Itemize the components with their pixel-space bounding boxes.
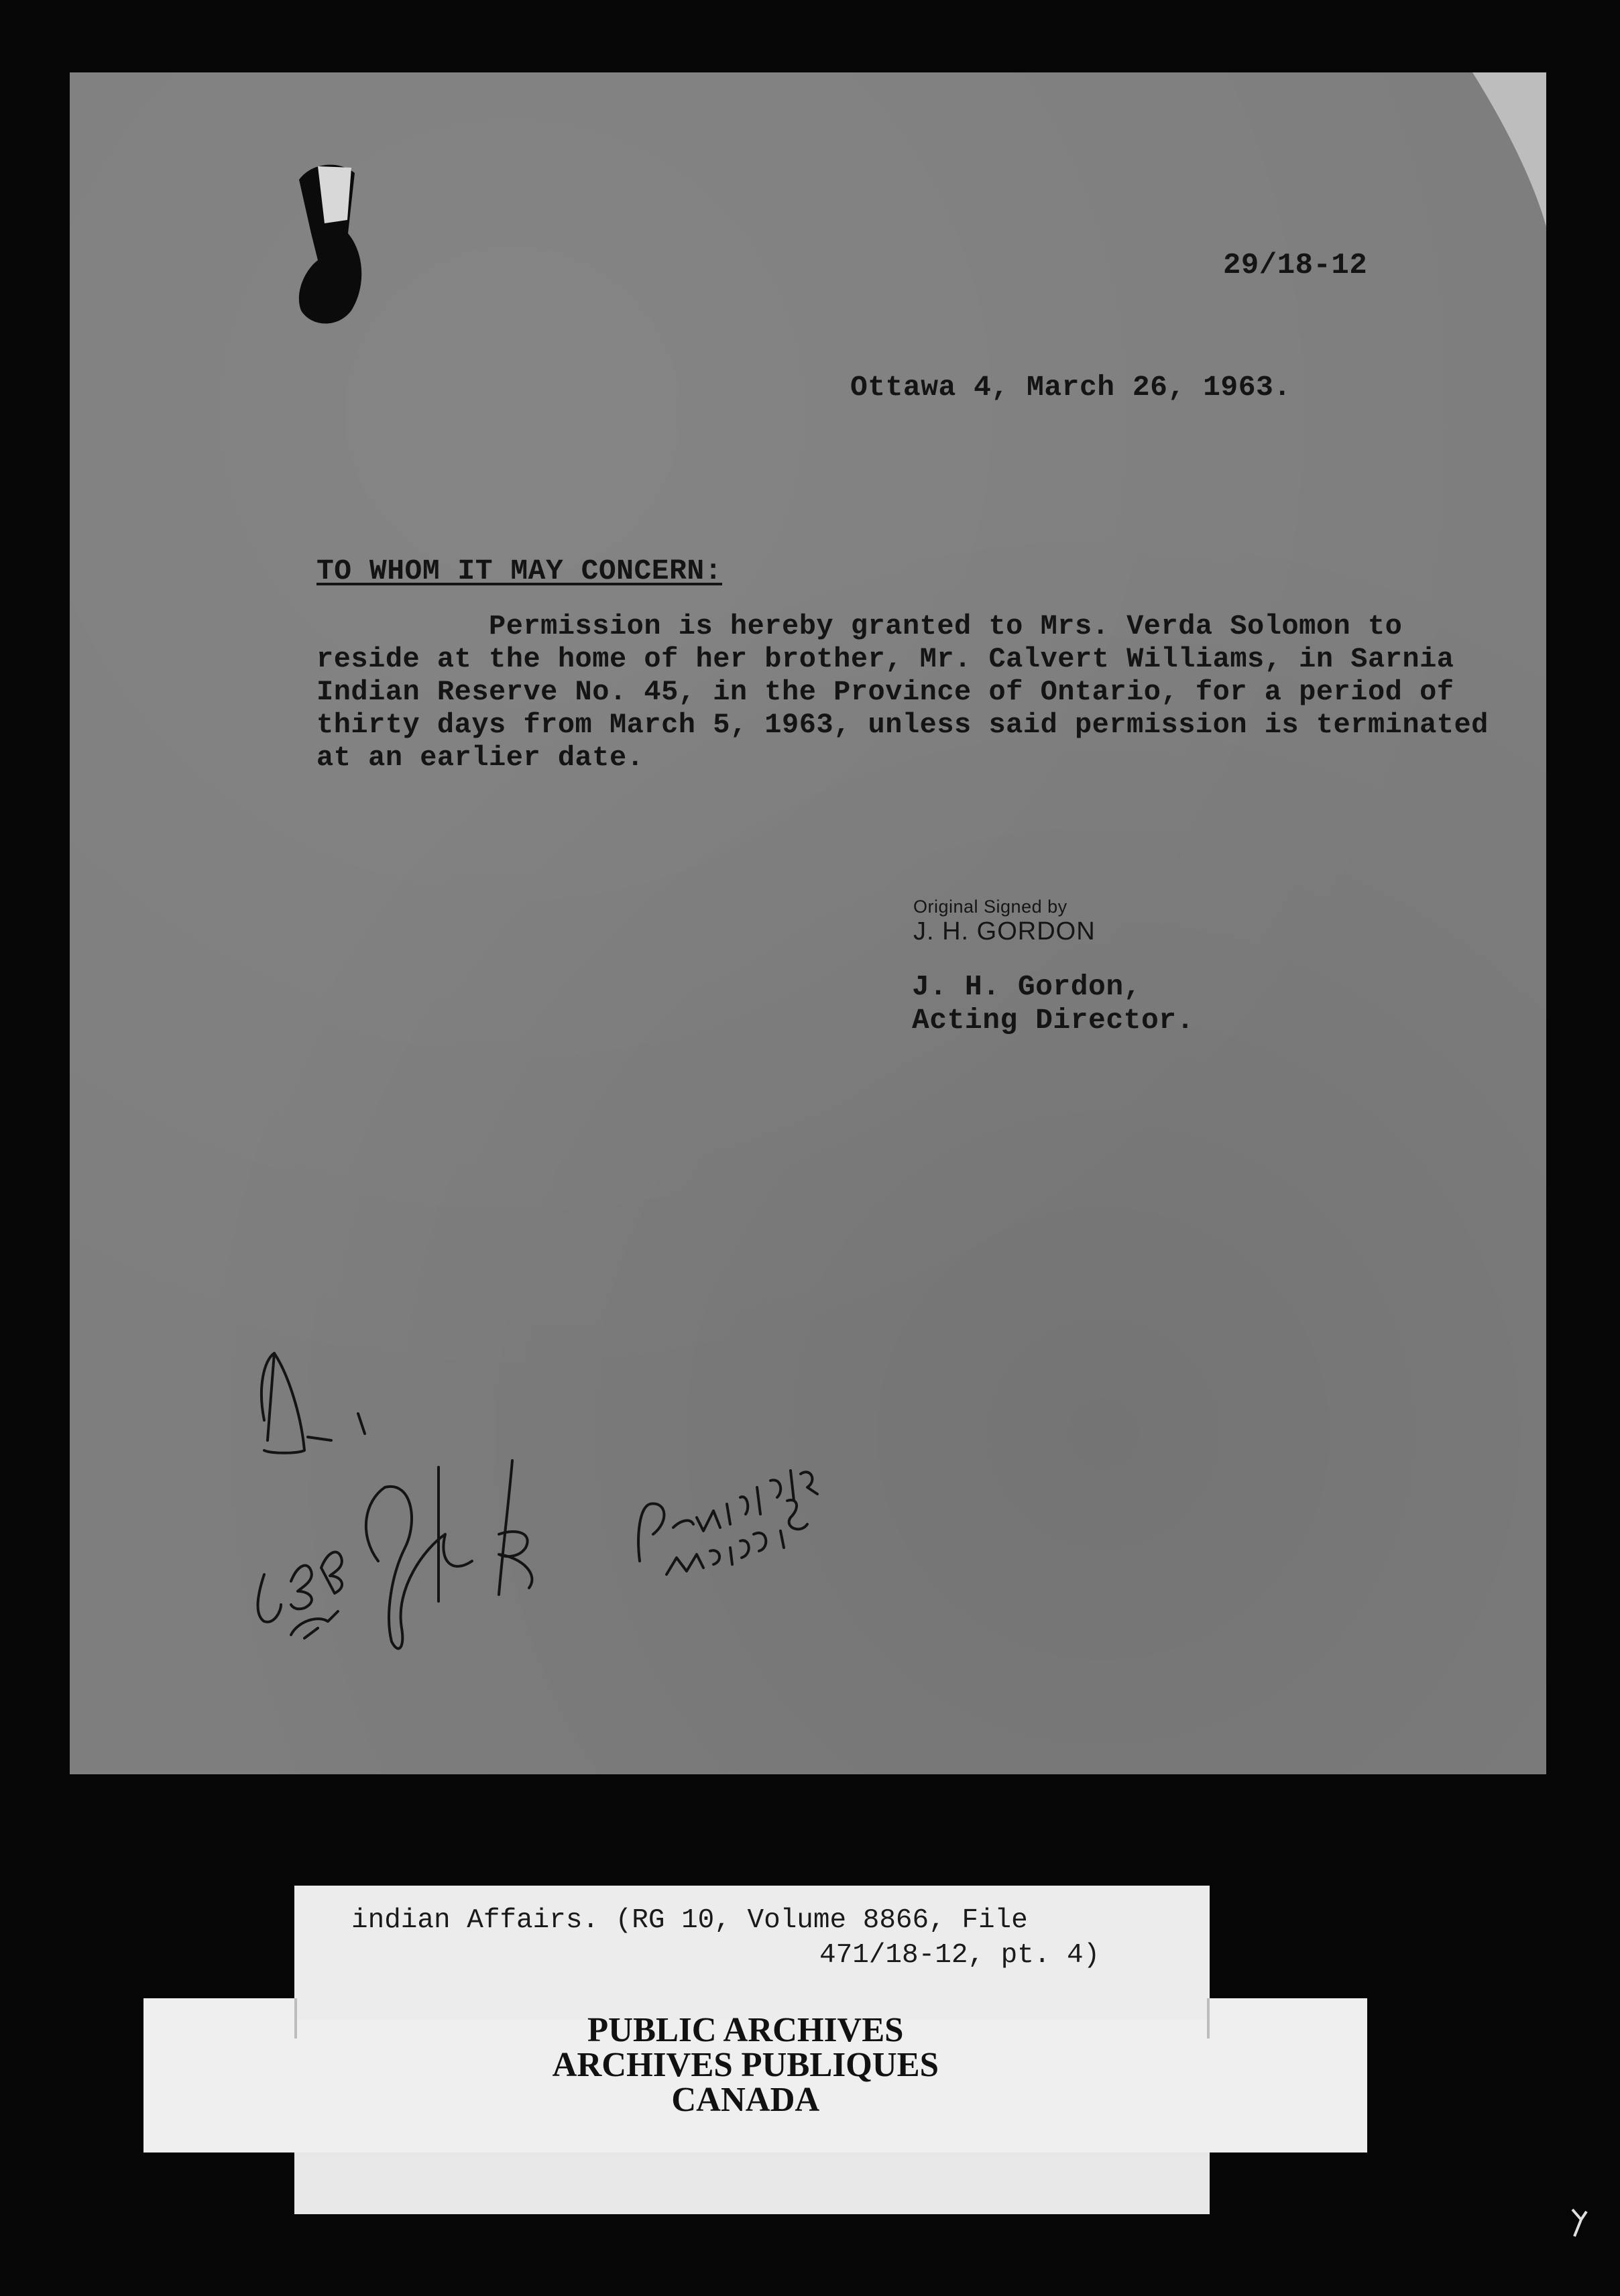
film-edge-mark <box>1569 2206 1589 2240</box>
letter-salutation: TO WHOM IT MAY CONCERN: <box>316 555 722 587</box>
citation-line-2: 471/18-12, pt. 4) <box>819 1940 1100 1971</box>
torn-punch-hole <box>291 160 371 334</box>
signer-title: Acting Director. <box>912 1004 1194 1037</box>
handwritten-flourish <box>366 1467 472 1648</box>
handwritten-initial-d <box>262 1353 365 1453</box>
citation-line-1: indian Affairs. (RG 10, Volume 8866, File <box>351 1905 1028 1936</box>
letter-sheet <box>70 72 1546 1774</box>
archive-card <box>143 1886 1210 2214</box>
handwritten-mark-k <box>499 1460 532 1595</box>
letter-body: Permission is hereby granted to Mrs. Verda Solomon to reside at the home of her brother, Mr. Calvert Williams, in Sarnia Indian Reserve No. 45, in the Province of Ontario, for a period of thirty days from March 5, 1963, unless said permission is terminated at an earlier date. <box>316 610 1489 774</box>
handwritten-initials-jbb <box>258 1552 343 1638</box>
signature-stamp <box>913 896 1096 945</box>
letter-date: Ottawa 4, March 26, 1963. <box>850 371 1291 404</box>
file-number: 29/18-12 <box>1223 249 1368 282</box>
signer-name: J. H. Gordon, <box>912 970 1141 1003</box>
handwritten-permit-note <box>638 1471 817 1574</box>
archives-title-line-1: PUBLIC ARCHIVES <box>587 2011 904 2049</box>
handwritten-annotations <box>157 1333 962 1762</box>
archives-title <box>156 2013 1355 2118</box>
archives-title-line-2: ARCHIVES PUBLIQUES <box>552 2046 939 2084</box>
corner-fold <box>1472 72 1546 227</box>
card-bottom <box>294 2152 1210 2214</box>
stamp-line: Original Signed by <box>913 897 1067 917</box>
stamp-name: J. H. GORDON <box>913 917 1096 945</box>
archives-title-line-3: CANADA <box>671 2081 820 2119</box>
